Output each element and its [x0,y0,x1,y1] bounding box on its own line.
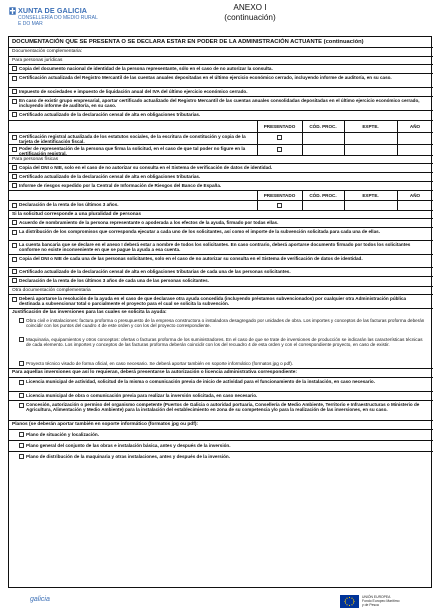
eu-text-line3: y de Pesca [362,603,379,607]
documentation-form [8,36,432,588]
checkbox[interactable] [12,183,17,188]
item-text: Deberá aportarse la resolución de la ayuda en el caso de que declarase otra ayuda concedida (incluyendo préstamos subvencionados) por cualquier otra Administración pública destinada a subvencionar total o parcialmente el proyecto para el cual se solicita la subvención. [19,295,407,306]
checkbox[interactable] [12,278,17,283]
item-text: Certificado actualizado de la declaración censal de alta en obligaciones tributarias de cada una de las personas solicitantes. [19,268,291,274]
col-divider [344,120,345,155]
item-text: En caso de existir grupo empresarial, aportar certificado actualizado del Registro Mercantil de las cuentas anuales consolidadas depositadas en el último ejercicio económico cerrado, incluyendo informe de auditoría, en su caso. [19,97,420,108]
col-header-expte: EXPTE. [362,193,379,198]
divider [9,451,433,452]
fisicas-title: Para personas físicas [12,157,59,162]
eu-text-line2: Fondo Europeo Marítimo [362,599,400,603]
divider [9,210,433,211]
col-divider [257,120,258,155]
checkbox[interactable] [19,432,24,437]
checkbox[interactable] [12,76,17,81]
checkbox[interactable] [12,297,17,302]
divider [9,190,433,191]
col-header-cod-proc: CÓD. PROC. [309,124,337,129]
presentado-checkbox[interactable] [277,147,282,152]
col-header-expte: EXPTE. [362,124,379,129]
divider [9,420,433,421]
page-footer [0,588,439,615]
divider [9,368,433,369]
checkbox[interactable] [19,318,24,323]
checkbox[interactable] [12,257,17,262]
col-divider [257,190,258,210]
col-header-cod-proc: CÓD. PROC. [309,193,337,198]
col-divider [397,190,398,210]
divider [9,429,433,430]
col-header-ano: AÑO [409,193,421,198]
item-text: Certificado actualizado de la declaración censal de alta en obligaciones tributarias. [19,111,201,117]
checkbox[interactable] [12,203,17,208]
checkbox[interactable] [19,361,24,366]
checkbox[interactable] [12,243,17,248]
col-divider [397,120,398,155]
logo-subtitle [18,15,98,27]
pluralidad-title: Si la solicitud corresponde a una pluralidad de personas [12,212,142,217]
form-title: DOCUMENTACIÓN QUE SE PRESENTA O SE DECLARA ESTAR EN PODER DE LA ADMINISTRACIÓN ACTUANTE (continuación) [12,39,364,45]
divider [9,286,433,287]
checkbox[interactable] [12,165,17,170]
item-text: Plano de distribución de la maquinaria y otras instalaciones, antes y después de la inversión. [26,453,230,459]
item-text: Declaración de la renta de los últimos 3 años. [19,202,119,207]
annex-heading [190,3,310,22]
checkbox[interactable] [12,112,17,117]
licencias-title: Para aquellas inversiones que así lo requieran, deberá presentarse la autorización o licencia administrativa correspondiente: [12,370,297,375]
logo-title: XUNTA DE GALICIA [18,6,88,15]
item-text: La distribución de los compromisos que corresponda ejecutar a cada uno de los solicitantes, así como el importe de la subvención solicitada para cada una de ellas. [19,228,380,234]
checkbox[interactable] [19,380,24,385]
checkbox[interactable] [12,147,17,152]
checkbox[interactable] [12,174,17,179]
checkbox[interactable] [19,454,24,459]
checkbox[interactable] [12,220,17,225]
checkbox[interactable] [12,99,17,104]
col-divider [302,120,303,155]
divider [9,200,433,201]
item-text: Acuerdo de nombramiento de la persona representante o apoderada a los efectos de la ayuda, firmado por todas ellas. [19,219,279,225]
item-text: Concesión, autorización o permiso del organismo competente (Puertos de Galicia o autoridad portuaria, Consellería de Medio Ambiente, Territorio e Infraestructuras o Ministerio de Agricultura, Alimentación y Medio Ambiente) para la instalación del establecimiento en zona de su competencia y/o para la realización de las inversiones, en su caso. [26,401,420,412]
item-text: Obra civil e instalaciones: factura proforma o presupuesto de la empresa constructora o instaladora desagregado por unidades de obra. Los importes y conceptos de las facturas proforma deberán coincidir con los puntos del cuadro 4 de este orden y con los del proyecto correspondiente. [26,317,425,328]
divider [9,440,433,441]
eu-text-line1: UNIÓN EUROPEA [362,595,391,599]
checkbox[interactable] [19,443,24,448]
logo-subtitle-line2: E DO MAR [18,21,43,27]
item-text: Plano de situación y localización. [26,431,100,437]
logo-subtitle-line1: CONSELLERÍA DO MEDIO RURAL [18,15,98,21]
item-text: La cuenta bancaria que se declare en el anexo I deberá estar a nombre de todos los solicitantes. En caso contrario, deberá aportarse documento firmado por todos los solicitantes conforme no existe inconveniente en que se pague la ayuda a esa cuenta. [19,241,411,252]
item-text: Certificación registral actualizada de los estatutos sociales, de la escritura de constitución y copia de la tarjeta de identificación fiscal. [19,133,246,144]
presentado-checkbox[interactable] [277,135,282,140]
juridicas-title: Para personas jurídicas [12,58,63,63]
otra-title: Otra documentación complementaria [12,288,91,293]
item-text: Impuesto de sociedades e impuesto de liquidación anual del IVA del último ejercicio económico cerrado. [19,88,248,94]
col-divider [302,190,303,210]
item-text: Declaración de la renta de los últimos 3 años de cada una de las personas solicitantes. [19,277,209,283]
checkbox[interactable] [19,393,24,398]
item-text: Certificación actualizada del Registro Mercantil de las cuentas anuales depositadas en el último ejercicio económico cerrado, incluyendo informe de auditoría, en su caso. [19,74,392,80]
page-header [0,0,439,36]
checkbox[interactable] [12,230,17,235]
col-header-ano: AÑO [409,124,421,129]
eu-fund-text [362,595,432,607]
item-text: Licencia municipal de actividad, solicitud de la misma o comunicación previa de inicio de actividad para el funcionamiento de la instalación, en caso necesario. [26,378,375,384]
item-text: Copia del DNI o NIE, solo en el caso de no autorizar su consulta en el Sistema de verificación de datos de identidad. [19,164,273,170]
col-divider [344,190,345,210]
eu-flag-icon [340,595,359,608]
col-header-presentado: PRESENTADO [263,124,296,129]
item-text: Licencia municipal de obra o comunicación previa para realizar la inversión solicitada, en caso necesario. [26,392,258,398]
divider [9,47,433,48]
item-text: Informe de riesgos expedido por la Central de Información de Riesgos del Banco de España. [19,182,222,188]
checkbox[interactable] [19,337,24,342]
divider [9,56,433,57]
checkbox[interactable] [19,403,24,408]
col-header-presentado: PRESENTADO [263,193,296,198]
divider [9,308,433,309]
divider [9,120,433,121]
item-text: Copia del documento nacional de identidad de la persona representante, sólo en el caso de no autorizar la consulta. [19,65,273,71]
presentado-checkbox[interactable] [277,203,282,208]
justificacion-title: Justificación de las inversiones para las cuales se solicita la ayuda: [12,310,167,315]
annex-title: ANEXO I [233,3,267,12]
item-text: Plano general del conjunto de las obras e instalación básica, antes y después de la inversión. [26,442,231,448]
xunta-logo [9,6,104,32]
checkbox[interactable] [12,89,17,94]
galicia-logo: galicia [30,596,50,603]
item-text: Copia del DNI o NIE de cada una de las personas solicitantes, solo en el caso de no autorizar su consulta en el Sistema de verificación de datos de identidad. [19,255,363,261]
item-text: Certificado actualizado de la declaración censal de alta en obligaciones tributarias. [19,173,201,179]
annex-subtitle: (continuación) [224,12,276,22]
checkbox[interactable] [12,269,17,274]
divider [9,155,433,156]
xunta-shield-icon [9,7,16,15]
planos-title: Planos (se deberán aportar también en soporte informático (formatos jpg ou pdf): [12,422,199,427]
checkbox[interactable] [12,66,17,71]
item-text: Maquinaria, equipamientos y otros conceptos: ofertas o facturas proforma de los suministradores. En el caso de que se trate de inversiones de producción se indicarán las características técnicas de cada elemento. Los importes y conceptos de las facturas proforma deberán coincidir con los del recuadro 4 de esta orden y con el correspondiente proyecto, en caso de existir. [26,336,423,347]
checkbox[interactable] [12,135,17,140]
item-text: Poder de representación de la persona que firma la solicitud, en el caso de que tal poder no figure en la certificación registral. [19,145,246,156]
section-complementary-title: Documentación complementaria: [12,49,83,54]
item-text: Proyecto técnico visado de forma oficial, en caso necesario. Se deberá aportar también en soporte informático (formatos jpg o pdf). [26,360,294,366]
